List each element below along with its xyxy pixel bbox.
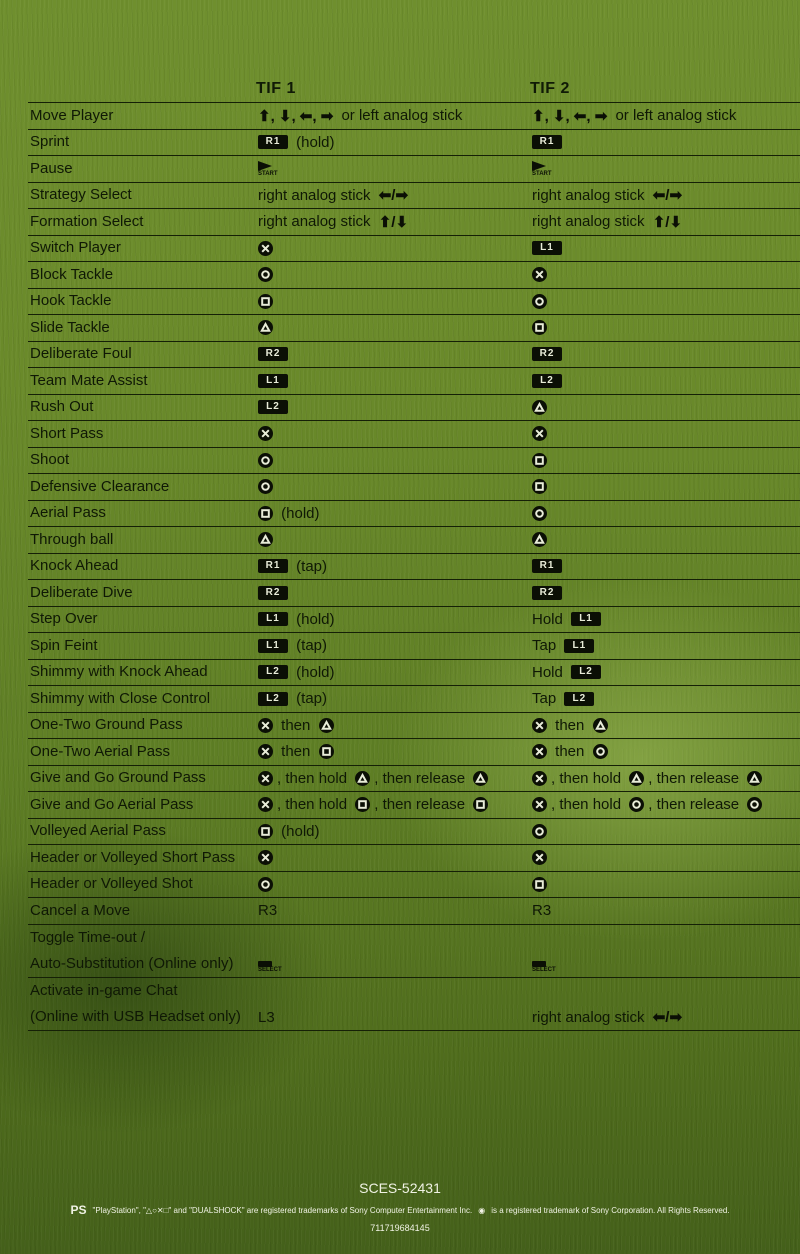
action-label: Short Pass [30, 424, 104, 442]
cross-button-icon [532, 850, 547, 865]
cell-text: (hold) [277, 822, 320, 840]
direction-arrows-icon: ⬅/➡ [652, 1008, 683, 1026]
cell-text: Hold [532, 663, 568, 681]
action-label: One-Two Ground Pass [30, 716, 183, 734]
table-row [28, 819, 800, 846]
cell-text: or left analog stick [611, 107, 737, 125]
cell-text: , then hold [551, 796, 626, 814]
action-label: Strategy Select [30, 186, 132, 204]
footer [0, 1180, 800, 1233]
cross-button-icon [532, 744, 547, 759]
tif1-header: TIF 1 [256, 80, 296, 97]
action-label: Shimmy with Close Control [30, 689, 211, 707]
action-label: Move Player [30, 106, 114, 124]
action-cell [28, 182, 258, 208]
circle-button-icon [532, 294, 547, 309]
tif2-cell [532, 766, 800, 792]
action-cell [28, 315, 258, 341]
l2-button-icon: L2 [564, 692, 594, 706]
tif2-cell [532, 183, 800, 209]
circle-button-icon [532, 506, 547, 521]
cell-text: , then release [648, 796, 744, 814]
action-label: Toggle Time-out / [30, 928, 146, 946]
tif2-cell [532, 501, 800, 527]
tif1-cell [258, 262, 532, 288]
cross-button-icon [258, 797, 273, 812]
tif2-cell [532, 713, 800, 739]
l2-button-icon: L2 [258, 400, 288, 414]
r2-button-icon: R2 [532, 347, 562, 361]
cross-button-icon [258, 771, 273, 786]
square-button-icon [258, 824, 273, 839]
tif2-cell [532, 315, 800, 341]
tif2-cell [532, 262, 800, 288]
direction-arrows-icon: ⬆/⬇ [652, 213, 683, 231]
action-cell [28, 898, 258, 924]
table-row [28, 660, 800, 687]
tif1-cell [258, 660, 532, 686]
tif1-cell [258, 713, 532, 739]
tif1-cell [258, 766, 532, 792]
action-cell [28, 871, 258, 897]
tif1-cell [258, 580, 532, 606]
triangle-button-icon [593, 718, 608, 733]
cell-text: then [277, 743, 315, 761]
table-row [28, 395, 800, 422]
table-row [28, 872, 800, 899]
dpad-arrows-icon: ⬆, ⬇, ⬅, ➡ [258, 107, 334, 125]
action-label: Shimmy with Knock Ahead [30, 663, 208, 681]
cross-button-icon [258, 718, 273, 733]
table-row [28, 898, 800, 925]
tif1-cell [258, 209, 532, 235]
table-row [28, 236, 800, 263]
r2-button-icon: R2 [258, 586, 288, 600]
r1-button-icon: R1 [258, 135, 288, 149]
square-button-icon [473, 797, 488, 812]
select-button-icon [258, 961, 282, 973]
legal-text-1: "PlayStation", "△○✕□" and "DUALSHOCK" are registered trademarks of Sony Computer Entertainment Inc. [92, 1205, 473, 1215]
table-row [28, 766, 800, 793]
table-row [28, 739, 800, 766]
tif2-header: TIF 2 [530, 80, 570, 97]
cell-text: Hold [532, 610, 568, 628]
l1-button-icon: L1 [258, 374, 288, 388]
action-label: Header or Volleyed Short Pass [30, 848, 236, 866]
square-button-icon [355, 797, 370, 812]
tif1-cell [258, 739, 532, 765]
square-button-icon [258, 294, 273, 309]
square-button-icon [319, 744, 334, 759]
table-row [28, 580, 800, 607]
action-cell [28, 739, 258, 765]
tif1-cell [258, 421, 532, 447]
table-row [28, 978, 800, 1031]
triangle-button-icon [355, 771, 370, 786]
action-label: Slide Tackle [30, 318, 110, 336]
tif2-cell [532, 819, 800, 845]
triangle-button-icon [629, 771, 644, 786]
cross-button-icon [532, 267, 547, 282]
action-label: Team Mate Assist [30, 371, 148, 389]
table-header [28, 76, 800, 102]
square-button-icon [532, 320, 547, 335]
cell-text: L3 [258, 1008, 275, 1026]
action-cell [28, 129, 258, 155]
tif2-cell [532, 978, 800, 1030]
tif1-cell [258, 527, 532, 553]
circle-button-icon [747, 797, 762, 812]
cell-text: , then hold [277, 769, 352, 787]
start-label: START [258, 170, 278, 177]
action-cell [28, 209, 258, 235]
cell-text: , then release [648, 769, 744, 787]
table-row [28, 448, 800, 475]
l2-button-icon: L2 [258, 692, 288, 706]
action-cell [28, 156, 258, 182]
tif1-cell [258, 103, 532, 129]
select-button-icon [532, 961, 556, 973]
triangle-button-icon [319, 718, 334, 733]
tif1-cell [258, 872, 532, 898]
action-cell [28, 527, 258, 553]
table-row [28, 607, 800, 634]
action-label: Spin Feint [30, 636, 98, 654]
table-row [28, 686, 800, 713]
table-row [28, 501, 800, 528]
cell-text: (tap) [292, 637, 328, 655]
l2-button-icon: L2 [258, 665, 288, 679]
tif1-cell [258, 130, 532, 156]
action-label: Header or Volleyed Shot [30, 875, 193, 893]
tif1-cell [258, 898, 532, 924]
action-cell [28, 553, 258, 579]
tif2-cell [532, 898, 800, 924]
square-button-icon [532, 877, 547, 892]
cell-text: then [551, 716, 589, 734]
tif2-cell [532, 289, 800, 315]
tif1-cell [258, 395, 532, 421]
action-cell [28, 818, 258, 844]
circle-button-icon [258, 267, 273, 282]
tif2-cell [532, 554, 800, 580]
tif2-cell [532, 342, 800, 368]
select-label: SELECT [258, 966, 282, 973]
cell-text: , then hold [277, 796, 352, 814]
table-row [28, 554, 800, 581]
table-row [28, 474, 800, 501]
table-row [28, 156, 800, 183]
tif1-cell [258, 289, 532, 315]
action-cell [28, 659, 258, 685]
tif2-cell [532, 607, 800, 633]
table-row [28, 633, 800, 660]
cross-button-icon [532, 771, 547, 786]
r1-button-icon: R1 [258, 559, 288, 573]
cell-text: Tap [532, 690, 561, 708]
tif2-cell [532, 925, 800, 977]
cell-text: R3 [532, 902, 552, 920]
r1-button-icon: R1 [532, 135, 562, 149]
table-row [28, 527, 800, 554]
action-cell [28, 845, 258, 871]
tif2-cell [532, 792, 800, 818]
action-cell [28, 341, 258, 367]
action-label: Pause [30, 159, 73, 177]
table-row [28, 713, 800, 740]
action-label: Rush Out [30, 398, 94, 416]
tif1-cell [258, 978, 532, 1030]
action-label: Give and Go Ground Pass [30, 769, 206, 787]
triangle-button-icon [258, 532, 273, 547]
tif2-cell [532, 739, 800, 765]
table-row [28, 183, 800, 210]
action-cell [28, 394, 258, 420]
tif2-cell [532, 236, 800, 262]
table-row [28, 315, 800, 342]
cell-text: right analog stick [258, 186, 375, 204]
table-row [28, 421, 800, 448]
cell-text: then [551, 743, 589, 761]
tif1-cell [258, 236, 532, 262]
legal-text-2: is a registered trademark of Sony Corporation. All Rights Reserved. [491, 1205, 730, 1215]
action-cell [28, 474, 258, 500]
action-cell [28, 925, 258, 977]
action-cell [28, 712, 258, 738]
cross-button-icon [258, 850, 273, 865]
action-label: Through ball [30, 530, 114, 548]
l1-button-icon: L1 [532, 241, 562, 255]
action-cell [28, 500, 258, 526]
product-code: SCES-52431 [359, 1180, 441, 1196]
action-cell [28, 421, 258, 447]
tif2-cell [532, 845, 800, 871]
action-label: Cancel a Move [30, 901, 131, 919]
action-cell [28, 368, 258, 394]
action-label: Deliberate Dive [30, 583, 133, 601]
action-cell [28, 447, 258, 473]
circle-button-icon [593, 744, 608, 759]
tif2-cell [532, 633, 800, 659]
action-cell [28, 633, 258, 659]
circle-button-icon [258, 453, 273, 468]
tif1-cell [258, 474, 532, 500]
action-label: Step Over [30, 610, 98, 628]
tif2-cell [532, 103, 800, 129]
table-row [28, 130, 800, 157]
table-row [28, 289, 800, 316]
table-row [28, 792, 800, 819]
direction-arrows-icon: ⬆/⬇ [378, 213, 409, 231]
tif2-cell [532, 395, 800, 421]
cell-text: , then release [374, 796, 470, 814]
table-row [28, 262, 800, 289]
select-label: SELECT [532, 966, 556, 973]
triangle-button-icon [532, 400, 547, 415]
tif2-cell [532, 686, 800, 712]
action-cell [28, 765, 258, 791]
l1-button-icon: L1 [571, 612, 601, 626]
l1-button-icon: L1 [258, 612, 288, 626]
tif2-cell [532, 156, 800, 182]
cell-text: (hold) [292, 663, 335, 681]
tif1-cell [258, 925, 532, 977]
action-label: Shoot [30, 451, 70, 469]
tif1-cell [258, 633, 532, 659]
cell-text: Tap [532, 637, 561, 655]
l1-button-icon: L1 [258, 639, 288, 653]
direction-arrows-icon: ⬅/➡ [378, 187, 409, 205]
circle-button-icon [532, 824, 547, 839]
action-label: Sprint [30, 133, 70, 151]
start-triangle-icon [258, 161, 272, 171]
action-label: Formation Select [30, 212, 144, 230]
sony-mark-icon: ◉ [478, 1205, 486, 1215]
action-label: Volleyed Aerial Pass [30, 822, 166, 840]
circle-button-icon [258, 479, 273, 494]
playstation-logo-icon: PS [70, 1203, 87, 1217]
cell-text: right analog stick [258, 213, 375, 231]
cell-text: (tap) [292, 557, 328, 575]
tif2-cell [532, 209, 800, 235]
action-label-line2: Auto-Substitution (Online only) [30, 954, 234, 972]
start-label: START [532, 170, 552, 177]
triangle-button-icon [258, 320, 273, 335]
tif1-cell [258, 501, 532, 527]
action-cell [28, 103, 258, 129]
tif1-cell [258, 315, 532, 341]
l2-button-icon: L2 [532, 374, 562, 388]
action-label: Hook Tackle [30, 292, 112, 310]
cross-button-icon [258, 426, 273, 441]
barcode-number: 711719684145 [370, 1223, 430, 1233]
cell-text: right analog stick [532, 1008, 649, 1026]
tif2-cell [532, 130, 800, 156]
cell-text: (tap) [292, 690, 328, 708]
tif1-cell [258, 792, 532, 818]
square-button-icon [532, 453, 547, 468]
square-button-icon [258, 506, 273, 521]
tif1-cell [258, 554, 532, 580]
cell-text: right analog stick [532, 213, 649, 231]
action-cell [28, 606, 258, 632]
circle-button-icon [258, 877, 273, 892]
triangle-button-icon [532, 532, 547, 547]
cross-button-icon [258, 241, 273, 256]
action-label-line2: (Online with USB Headset only) [30, 1007, 241, 1025]
l1-button-icon: L1 [564, 639, 594, 653]
r2-button-icon: R2 [258, 347, 288, 361]
triangle-button-icon [473, 771, 488, 786]
table-row [28, 103, 800, 130]
tif1-cell [258, 448, 532, 474]
cross-button-icon [258, 744, 273, 759]
action-cell [28, 978, 258, 1030]
cross-button-icon [532, 718, 547, 733]
cell-text: (hold) [292, 610, 335, 628]
action-label: Block Tackle [30, 265, 114, 283]
action-label: One-Two Aerial Pass [30, 742, 171, 760]
tif2-cell [532, 580, 800, 606]
tif1-cell [258, 156, 532, 182]
triangle-button-icon [747, 771, 762, 786]
controls-table [28, 76, 800, 1031]
action-label: Aerial Pass [30, 504, 106, 522]
table-row [28, 845, 800, 872]
action-label: Deliberate Foul [30, 345, 132, 363]
action-label: Activate in-game Chat [30, 981, 178, 999]
tif1-cell [258, 607, 532, 633]
tif2-cell [532, 368, 800, 394]
l2-button-icon: L2 [571, 665, 601, 679]
r2-button-icon: R2 [532, 586, 562, 600]
action-label: Defensive Clearance [30, 477, 170, 495]
action-cell [28, 686, 258, 712]
direction-arrows-icon: ⬅/➡ [652, 187, 683, 205]
legal-notice [0, 1203, 800, 1217]
cell-text: (hold) [277, 504, 320, 522]
tif2-cell [532, 448, 800, 474]
action-label: Switch Player [30, 239, 121, 257]
tif1-cell [258, 819, 532, 845]
action-cell [28, 580, 258, 606]
start-triangle-icon [532, 161, 546, 171]
cell-text: , then hold [551, 769, 626, 787]
cross-button-icon [532, 797, 547, 812]
start-button-icon [532, 161, 552, 177]
tif2-cell [532, 421, 800, 447]
tif2-cell [532, 660, 800, 686]
cross-button-icon [532, 426, 547, 441]
action-label: Give and Go Aerial Pass [30, 795, 194, 813]
cell-text: , then release [374, 769, 470, 787]
action-cell [28, 262, 258, 288]
tif1-cell [258, 686, 532, 712]
cell-text: then [277, 716, 315, 734]
tif1-cell [258, 845, 532, 871]
cell-text: R3 [258, 902, 278, 920]
table-body [28, 102, 800, 1031]
circle-button-icon [629, 797, 644, 812]
cell-text: (hold) [292, 133, 335, 151]
square-button-icon [532, 479, 547, 494]
start-button-icon [258, 161, 278, 177]
cell-text: or left analog stick [337, 107, 463, 125]
tif2-cell [532, 474, 800, 500]
r1-button-icon: R1 [532, 559, 562, 573]
action-cell [28, 288, 258, 314]
table-row [28, 342, 800, 369]
action-cell [28, 235, 258, 261]
table-row [28, 368, 800, 395]
tif1-cell [258, 342, 532, 368]
tif2-cell [532, 872, 800, 898]
action-cell [28, 792, 258, 818]
tif1-cell [258, 368, 532, 394]
dpad-arrows-icon: ⬆, ⬇, ⬅, ➡ [532, 107, 608, 125]
tif2-cell [532, 527, 800, 553]
cell-text: right analog stick [532, 186, 649, 204]
action-label: Knock Ahead [30, 557, 119, 575]
table-row [28, 209, 800, 236]
tif1-cell [258, 183, 532, 209]
table-row [28, 925, 800, 978]
